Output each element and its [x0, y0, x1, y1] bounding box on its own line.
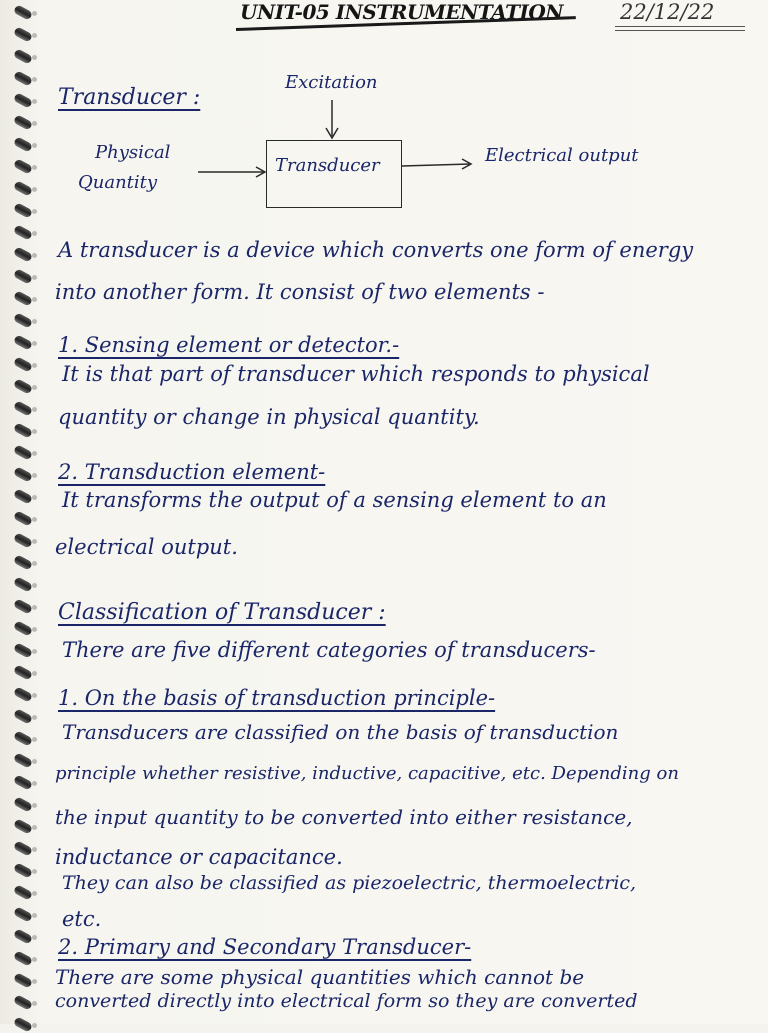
text-line: It transforms the output of a sensing element to an [62, 488, 607, 512]
text-line: converted directly into electrical form so they are converted [55, 990, 638, 1012]
output-label: Electrical output [485, 145, 639, 166]
text-line: A transducer is a device which converts one form of energy [58, 238, 694, 262]
transducer-heading: Transducer : [58, 85, 201, 110]
text-line: quantity or change in physical quantity. [58, 405, 480, 429]
text-line: etc. [62, 907, 102, 931]
page-title: UNIT-05 INSTRUMENTATION [240, 0, 564, 24]
subheading-transduction-principle: 1. On the basis of transduction principle- [58, 686, 496, 710]
input-label-line1: Physical [95, 142, 171, 163]
text-line: They can also be classified as piezoelectric, thermoelectric, [62, 872, 637, 894]
subheading-sensing-element: 1. Sensing element or detector.- [58, 333, 400, 357]
subheading-primary-secondary: 2. Primary and Secondary Transducer- [58, 935, 472, 959]
transducer-block-label: Transducer [275, 155, 380, 176]
text-line: into another form. It consist of two elements - [55, 280, 545, 304]
text-line: There are five different categories of transducers- [62, 638, 596, 662]
text-line: the input quantity to be converted into either resistance, [55, 805, 633, 829]
text-line: principle whether resistive, inductive, capacitive, etc. Depending on [55, 763, 679, 784]
text-line: There are some physical quantities which cannot be [55, 965, 585, 989]
text-line: It is that part of transducer which responds to physical [62, 362, 650, 386]
excitation-label: Excitation [285, 72, 378, 93]
input-label-line2: Quantity [78, 172, 158, 193]
output-arrow [402, 164, 470, 166]
classification-heading: Classification of Transducer : [58, 600, 386, 625]
text-line: electrical output. [55, 535, 238, 559]
page-date: 22/12/22 [620, 0, 715, 24]
text-line: Transducers are classified on the basis of transduction [62, 720, 619, 744]
subheading-transduction-element: 2. Transduction element- [58, 460, 326, 484]
text-line: inductance or capacitance. [55, 845, 343, 869]
